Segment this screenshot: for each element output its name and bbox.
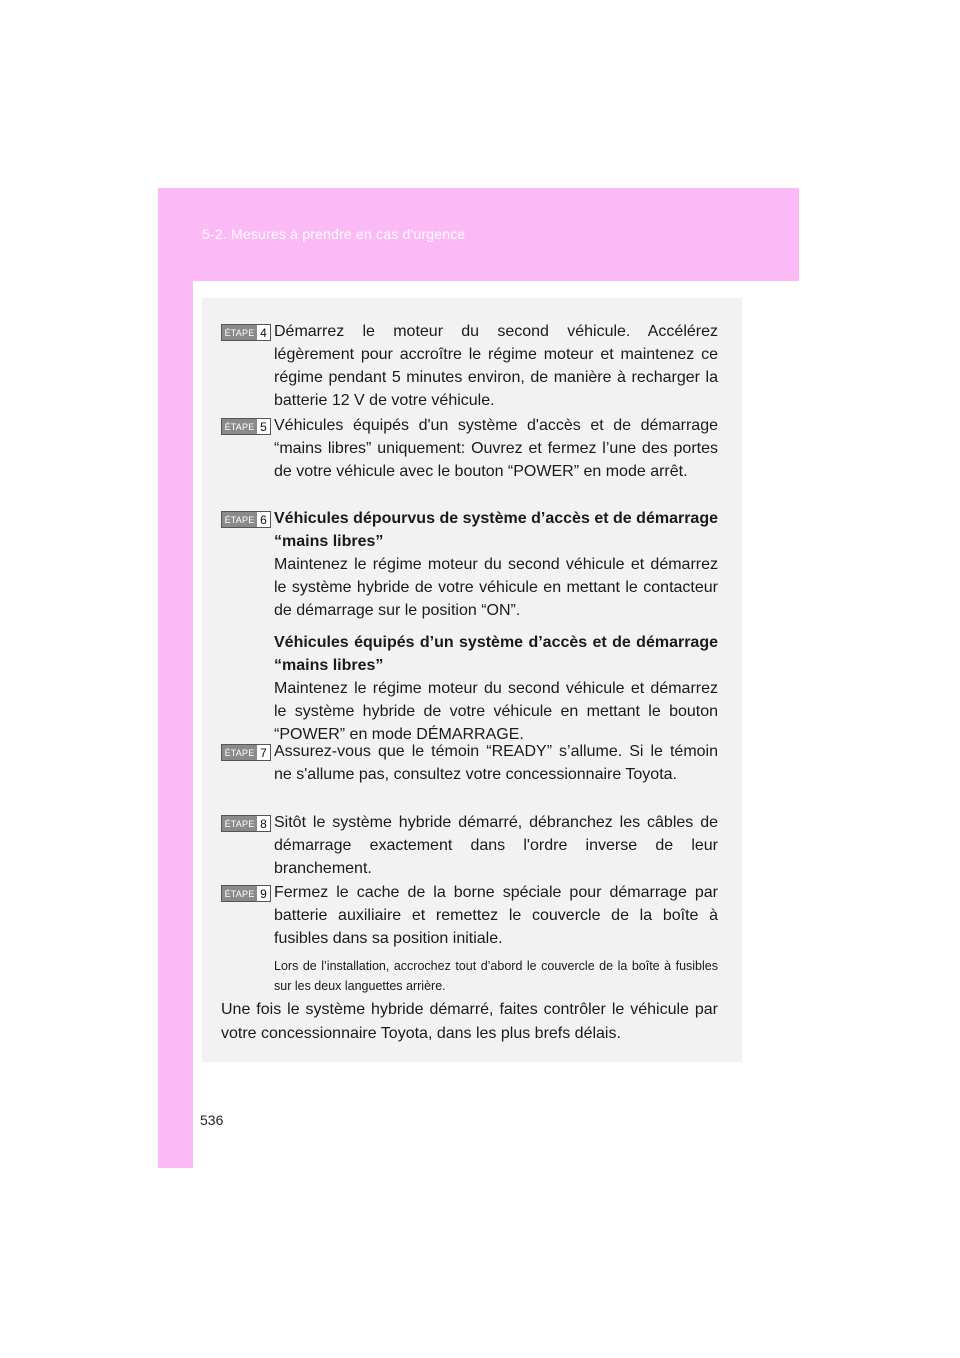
step-text: Maintenez le régime moteur du second véhicule et démarrez le système hybride de votre véhicule en mettant le contacteur de démarrage sur le position “ON”. bbox=[274, 556, 718, 619]
step-badge: ÉTAPE 8 bbox=[221, 815, 271, 832]
page-side-strip bbox=[158, 188, 193, 1168]
step-7 bbox=[221, 740, 718, 786]
step-text: Sitôt le système hybride démarré, débranchez les câbles de démarrage exactement dans l'ordre inverse de leur branchement. bbox=[274, 814, 718, 877]
step-5 bbox=[221, 414, 718, 483]
step-6 bbox=[221, 507, 718, 746]
step-note: Lors de l’installation, accrochez tout d’abord le couvercle de la boîte à fusibles sur les deux languettes arrière. bbox=[274, 959, 718, 993]
step-badge: ÉTAPE 5 bbox=[221, 418, 271, 435]
step-heading: Véhicules dépourvus de système d’accès et de démarrage “mains libres” bbox=[274, 510, 718, 550]
step-badge: ÉTAPE 4 bbox=[221, 324, 271, 341]
step-8 bbox=[221, 811, 718, 880]
step-text: Maintenez le régime moteur du second véhicule et démarrez le système hybride de votre véhicule en mettant le bouton “POWER” en mode DÉMARRAGE. bbox=[274, 680, 718, 743]
step-badge: ÉTAPE 9 bbox=[221, 885, 271, 902]
page-number: 536 bbox=[200, 1112, 224, 1128]
step-text: Fermez le cache de la borne spéciale pour démarrage par batterie auxiliaire et remettez le couvercle de la boîte à fusibles dans sa position initiale. bbox=[274, 884, 718, 947]
section-title: 5-2. Mesures à prendre en cas d'urgence bbox=[202, 226, 466, 242]
closing-paragraph: Une fois le système hybride démarré, faites contrôler le véhicule par votre concessionnaire Toyota, dans les plus brefs délais. bbox=[221, 1001, 718, 1042]
step-text: Véhicules équipés d'un système d'accès et de démarrage “mains libres” uniquement: Ouvrez et fermez l’une des portes de votre véhicule avec le bouton “POWER” en mode arrêt. bbox=[274, 417, 718, 480]
step-text: Assurez-vous que le témoin “READY” s’allume. Si le témoin ne s'allume pas, consultez votre concessionnaire Toyota. bbox=[274, 743, 718, 783]
step-heading: Véhicules équipés d’un système d’accès et de démarrage “mains libres” bbox=[274, 634, 718, 674]
step-badge: ÉTAPE 6 bbox=[221, 511, 271, 528]
step-4 bbox=[221, 320, 718, 412]
step-text: Démarrez le moteur du second véhicule. Accélérez légèrement pour accroître le régime moteur et maintenez ce régime pendant 5 minutes environ, de manière à recharger la batterie 12 V de votre véhicule. bbox=[274, 323, 718, 409]
step-badge: ÉTAPE 7 bbox=[221, 744, 271, 761]
step-9 bbox=[221, 881, 718, 996]
